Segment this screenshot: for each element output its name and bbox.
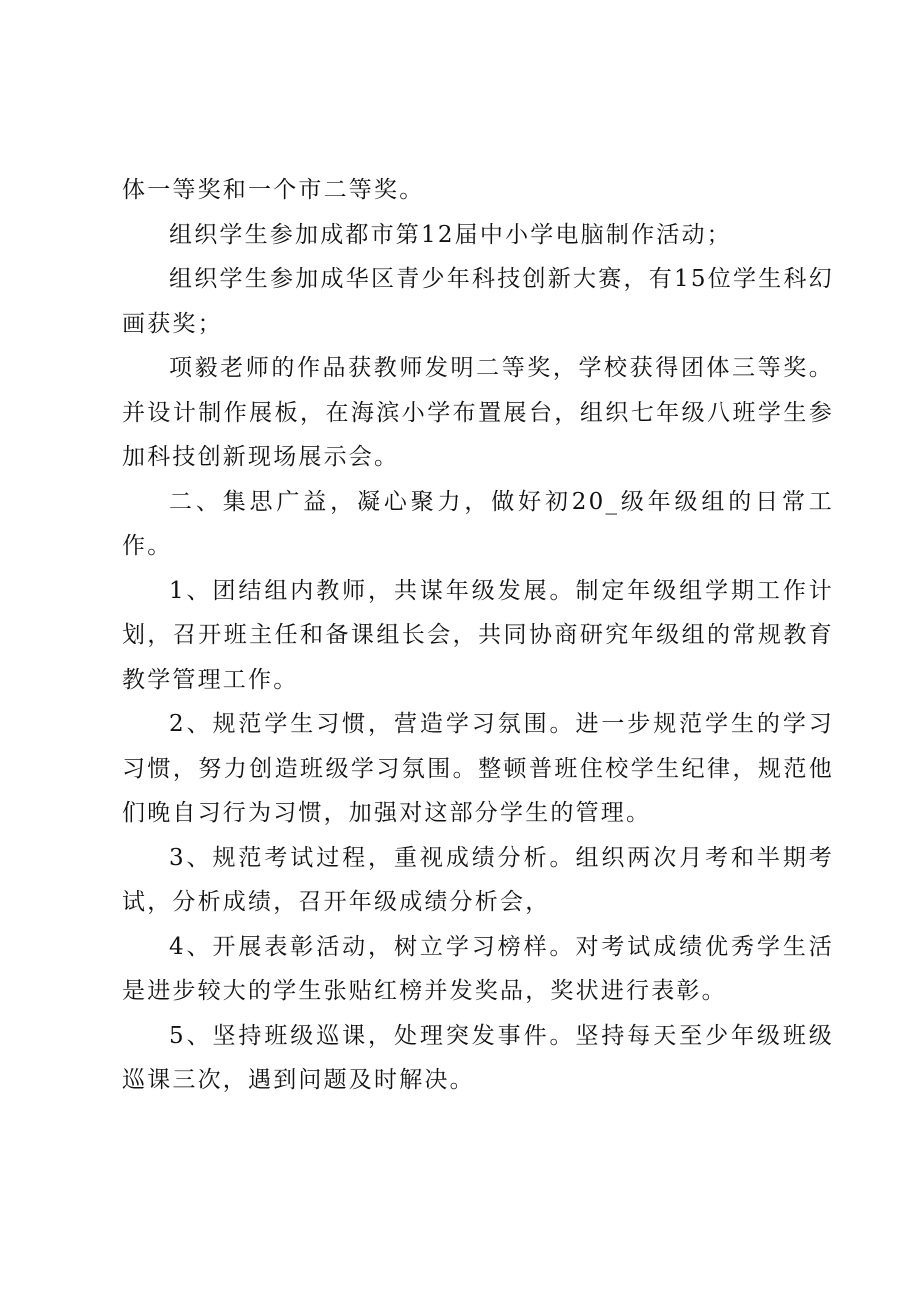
paragraph-computer-activity: 组织学生参加成都市第12届中小学电脑制作活动；: [169, 221, 732, 248]
paragraph-teacher-invention: 项毅老师的作品获教师发明二等奖，学校获得团体三等奖。并设计制作展板，在海滨小学布置展台，组织七年级八班学生参加科技创新现场展示会。: [122, 355, 834, 470]
paragraph-award-continuation: 体一等奖和一个市二等奖。: [122, 177, 425, 203]
document-body: [122, 168, 834, 1103]
paragraph-item-1: 1、团结组内教师，共谋年级发展。制定年级组学期工作计划，召开班主任和备课组长会，共同协商研究年级组的常规教育教学管理工作。: [122, 577, 834, 693]
paragraph-innovation-contest: 组织学生参加成华区青少年科技创新大赛，有15位学生科幻画获奖；: [122, 266, 834, 337]
paragraph-item-3: 3、规范考试过程，重视成绩分析。组织两次月考和半期考试，分析成绩，召开年级成绩分析会，: [122, 844, 834, 915]
paragraph-item-5: 5、坚持班级巡课，处理突发事件。坚持每天至少年级班级巡课三次，遇到问题及时解决。: [122, 1022, 834, 1093]
paragraph-item-2: 2、规范学生习惯，营造学习氛围。进一步规范学生的学习习惯，努力创造班级学习氛围。整顿普班住校学生纪律，规范他们晚自习行为习惯，加强对这部分学生的管理。: [122, 711, 834, 826]
paragraph-section-two-heading: 二、集思广益，凝心聚力，做好初20_级年级组的日常工作。: [122, 488, 834, 559]
paragraph-item-4: 4、开展表彰活动，树立学习榜样。对考试成绩优秀学生活是进步较大的学生张贴红榜并发奖品，奖状进行表彰。: [122, 933, 834, 1004]
